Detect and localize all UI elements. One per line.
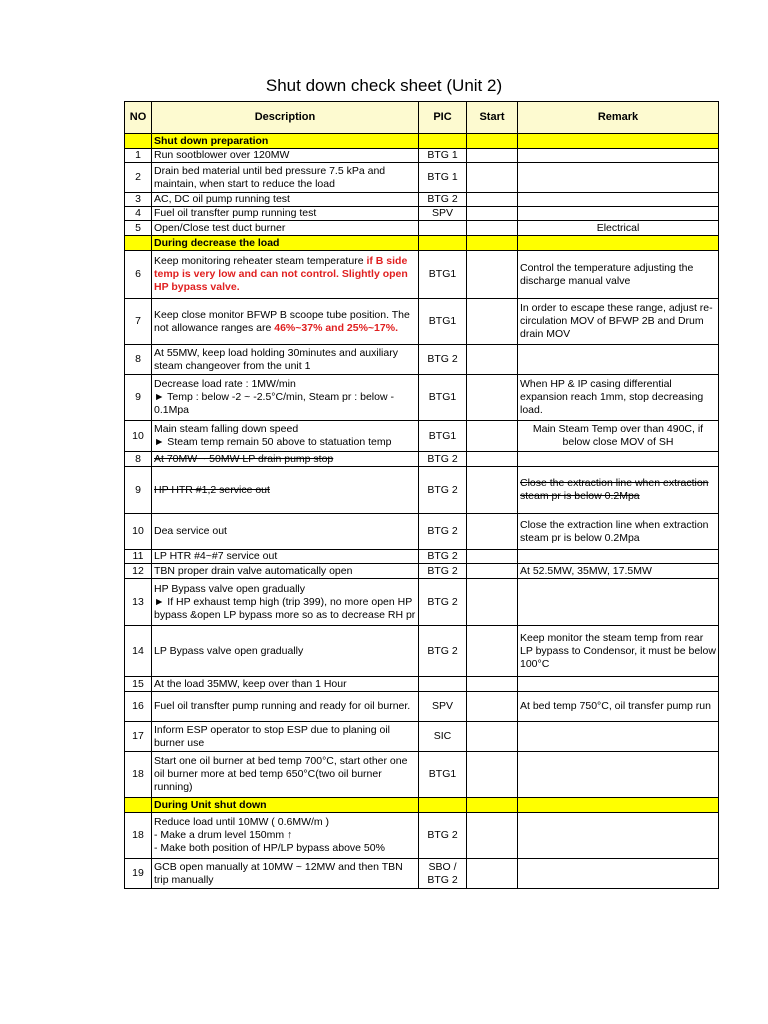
row-no: 13: [125, 579, 152, 626]
row-remark: [518, 677, 719, 692]
table-row: [125, 421, 719, 452]
row-description: Fuel oil transfter pump running test: [152, 207, 419, 221]
row-description: Drain bed material until bed pressure 7.5 kPa and maintain, when start to reduce the load: [152, 163, 419, 193]
header-remark: Remark: [518, 102, 719, 134]
row-start[interactable]: [467, 579, 518, 626]
row-no: 10: [125, 514, 152, 550]
row-no: 2: [125, 163, 152, 193]
row-description: At 55MW, keep load holding 30minutes and auxiliary steam changeover from the unit 1: [152, 345, 419, 375]
row-description: Fuel oil transfter pump running and ready for oil burner.: [152, 692, 419, 722]
row-description: HP HTR #1,2 service out: [152, 467, 419, 514]
section-label: During decrease the load: [152, 236, 419, 251]
row-start[interactable]: [467, 163, 518, 193]
header-description: Description: [152, 102, 419, 134]
row-no: 12: [125, 564, 152, 579]
table-row: [125, 207, 719, 221]
section-row: [125, 236, 719, 251]
row-description: Dea service out: [152, 514, 419, 550]
row-remark: [518, 752, 719, 798]
row-start[interactable]: [467, 452, 518, 467]
row-description: TBN proper drain valve automatically open: [152, 564, 419, 579]
row-description-line: ► Temp : below -2 ~ -2.5°C/min, Steam pr : below - 0.1Mpa: [154, 391, 394, 416]
row-no: 8: [125, 345, 152, 375]
row-no: 3: [125, 193, 152, 207]
row-remark: [518, 163, 719, 193]
row-description: LP Bypass valve open gradually: [152, 626, 419, 677]
row-description: [152, 579, 419, 626]
row-remark: [518, 813, 719, 859]
row-no: 15: [125, 677, 152, 692]
row-no: 18: [125, 752, 152, 798]
row-no: 10: [125, 421, 152, 452]
row-start[interactable]: [467, 859, 518, 889]
row-start[interactable]: [467, 207, 518, 221]
row-description: Open/Close test duct burner: [152, 221, 419, 236]
row-description-line: Reduce load until 10MW ( 0.6MW/m ): [154, 816, 330, 828]
table-row: [125, 375, 719, 421]
row-description: GCB open manually at 10MW ~ 12MW and then TBN trip manually: [152, 859, 419, 889]
row-description: LP HTR #4~#7 service out: [152, 550, 419, 564]
header-pic: PIC: [419, 102, 467, 134]
row-no: 17: [125, 722, 152, 752]
row-start[interactable]: [467, 375, 518, 421]
row-pic: BTG 2: [419, 193, 467, 207]
row-remark: [518, 193, 719, 207]
row-pic: BTG 1: [419, 149, 467, 163]
row-pic: BTG 2: [419, 564, 467, 579]
row-pic: SIC: [419, 722, 467, 752]
row-pic: [419, 221, 467, 236]
row-start[interactable]: [467, 564, 518, 579]
row-remark: In order to escape these range, adjust re-circulation MOV of BFWP 2B and Drum drain MOV: [518, 299, 719, 345]
table-row: [125, 564, 719, 579]
table-row: [125, 299, 719, 345]
table-row: [125, 467, 719, 514]
row-description: [152, 375, 419, 421]
row-description-line: - Make a drum level 150mm ↑: [154, 829, 293, 841]
row-remark: At bed temp 750°C, oil transfer pump run: [518, 692, 719, 722]
table-row: [125, 579, 719, 626]
section-row: [125, 798, 719, 813]
row-pic: [419, 677, 467, 692]
row-start[interactable]: [467, 221, 518, 236]
table-row: [125, 452, 719, 467]
row-start[interactable]: [467, 752, 518, 798]
row-description-line: ► If HP exhaust temp high (trip 399), no more open HP bypass &open LP bypass more so as to decrease RH pr: [154, 595, 416, 621]
row-description: Inform ESP operator to stop ESP due to planing oil burner use: [152, 722, 419, 752]
row-remark: [518, 452, 719, 467]
row-pic: BTG 2: [419, 626, 467, 677]
table-row: [125, 813, 719, 859]
row-no: 7: [125, 299, 152, 345]
page-title: Shut down check sheet (Unit 2): [265, 76, 503, 95]
row-pic: BTG1: [419, 421, 467, 452]
row-start[interactable]: [467, 251, 518, 299]
row-description-text: Keep monitoring reheater steam temperature: [154, 255, 367, 267]
header-start: Start: [467, 102, 518, 134]
row-start[interactable]: [467, 299, 518, 345]
row-remark: [518, 550, 719, 564]
row-no: 14: [125, 626, 152, 677]
row-pic: BTG 2: [419, 514, 467, 550]
row-start[interactable]: [467, 514, 518, 550]
table-row: [125, 550, 719, 564]
header-row: [125, 102, 719, 134]
table-row: [125, 149, 719, 163]
row-remark: [518, 345, 719, 375]
row-description-line: HP Bypass valve open gradually: [154, 582, 305, 595]
row-pic-line: SBO /: [428, 860, 457, 873]
table-row: [125, 221, 719, 236]
row-description-line: Main steam falling down speed: [154, 423, 299, 435]
row-description: [152, 813, 419, 859]
row-description: At the load 35MW, keep over than 1 Hour: [152, 677, 419, 692]
row-description: AC, DC oil pump running test: [152, 193, 419, 207]
row-description-line: ► Steam temp remain 50 above to statuation temp: [154, 436, 392, 448]
row-description: At 70MW ~ 50MW LP drain pump stop: [152, 452, 419, 467]
row-start[interactable]: [467, 421, 518, 452]
row-no: 19: [125, 859, 152, 889]
row-description: [152, 251, 419, 299]
row-no: 8: [125, 452, 152, 467]
row-pic: BTG 2: [419, 452, 467, 467]
row-description-warning: 46%~37% and 25%~17%.: [274, 321, 398, 334]
row-pic: SPV: [419, 692, 467, 722]
table-row: [125, 677, 719, 692]
row-pic: BTG 2: [419, 550, 467, 564]
row-description-line: - Make both position of HP/LP bypass above 50%: [154, 842, 385, 854]
row-start[interactable]: [467, 467, 518, 514]
row-pic: BTG1: [419, 375, 467, 421]
row-remark: [518, 859, 719, 889]
row-description: [152, 421, 419, 452]
table-row: [125, 251, 719, 299]
check-sheet-table: [124, 101, 719, 889]
row-remark: [518, 579, 719, 626]
row-no: 11: [125, 550, 152, 564]
row-start[interactable]: [467, 149, 518, 163]
row-start[interactable]: [467, 692, 518, 722]
table-row: [125, 193, 719, 207]
row-start[interactable]: [467, 626, 518, 677]
row-no: 5: [125, 221, 152, 236]
row-remark: Close the extraction line when extraction steam pr is below 0.2Mpa: [518, 467, 719, 514]
row-remark: Keep monitor the steam temp from rear LP bypass to Condensor, it must be below 100°C: [518, 626, 719, 677]
row-description-line: Decrease load rate : 1MW/min: [154, 378, 296, 390]
row-pic: BTG 2: [419, 467, 467, 514]
table-row: [125, 752, 719, 798]
row-remark: At 52.5MW, 35MW, 17.5MW: [518, 564, 719, 579]
table-row: [125, 722, 719, 752]
row-no: 4: [125, 207, 152, 221]
row-description: Start one oil burner at bed temp 700°C, start other one oil burner more at bed temp 650°C(two oil burner running): [152, 752, 419, 798]
row-remark: [518, 207, 719, 221]
row-pic: SPV: [419, 207, 467, 221]
row-remark: Main Steam Temp over than 490C, if below close MOV of SH: [518, 421, 719, 452]
row-remark: [518, 722, 719, 752]
row-remark: Control the temperature adjusting the discharge manual valve: [518, 251, 719, 299]
row-no: 9: [125, 467, 152, 514]
row-pic: BTG1: [419, 752, 467, 798]
row-no: 9: [125, 375, 152, 421]
table-row: [125, 626, 719, 677]
row-start[interactable]: [467, 193, 518, 207]
table-row: [125, 163, 719, 193]
row-start[interactable]: [467, 677, 518, 692]
row-start[interactable]: [467, 813, 518, 859]
section-label: During Unit shut down: [152, 798, 419, 813]
row-description: [152, 299, 419, 345]
row-pic: BTG 2: [419, 345, 467, 375]
row-pic: BTG 1: [419, 163, 467, 193]
table-row: [125, 859, 719, 889]
row-pic: BTG1: [419, 251, 467, 299]
row-no: 18: [125, 813, 152, 859]
row-description: Run sootblower over 120MW: [152, 149, 419, 163]
row-pic: BTG 2: [419, 813, 467, 859]
row-pic-line: BTG 2: [427, 873, 458, 886]
row-remark: Electrical: [518, 221, 719, 236]
header-no: NO: [125, 102, 152, 134]
table-row: [125, 692, 719, 722]
row-pic: BTG 2: [419, 579, 467, 626]
row-pic: [419, 859, 467, 889]
section-label: Shut down preparation: [152, 134, 419, 149]
row-remark: Close the extraction line when extraction steam pr is below 0.2Mpa: [518, 514, 719, 550]
row-no: 1: [125, 149, 152, 163]
row-description-text: Keep close monitor BFWP B scoope tube position. The not allowance ranges are: [154, 308, 410, 334]
row-start[interactable]: [467, 722, 518, 752]
row-remark: [518, 149, 719, 163]
table-row: [125, 514, 719, 550]
row-no: 6: [125, 251, 152, 299]
row-remark: When HP & IP casing differential expansion reach 1mm, stop decreasing load.: [518, 375, 719, 421]
table-row: [125, 345, 719, 375]
row-description-warning: if B side temp is very low and can not control. Slightly open HP bypass valve.: [154, 255, 408, 293]
row-start[interactable]: [467, 345, 518, 375]
row-start[interactable]: [467, 550, 518, 564]
row-no: 16: [125, 692, 152, 722]
row-pic: BTG1: [419, 299, 467, 345]
section-row: [125, 134, 719, 149]
